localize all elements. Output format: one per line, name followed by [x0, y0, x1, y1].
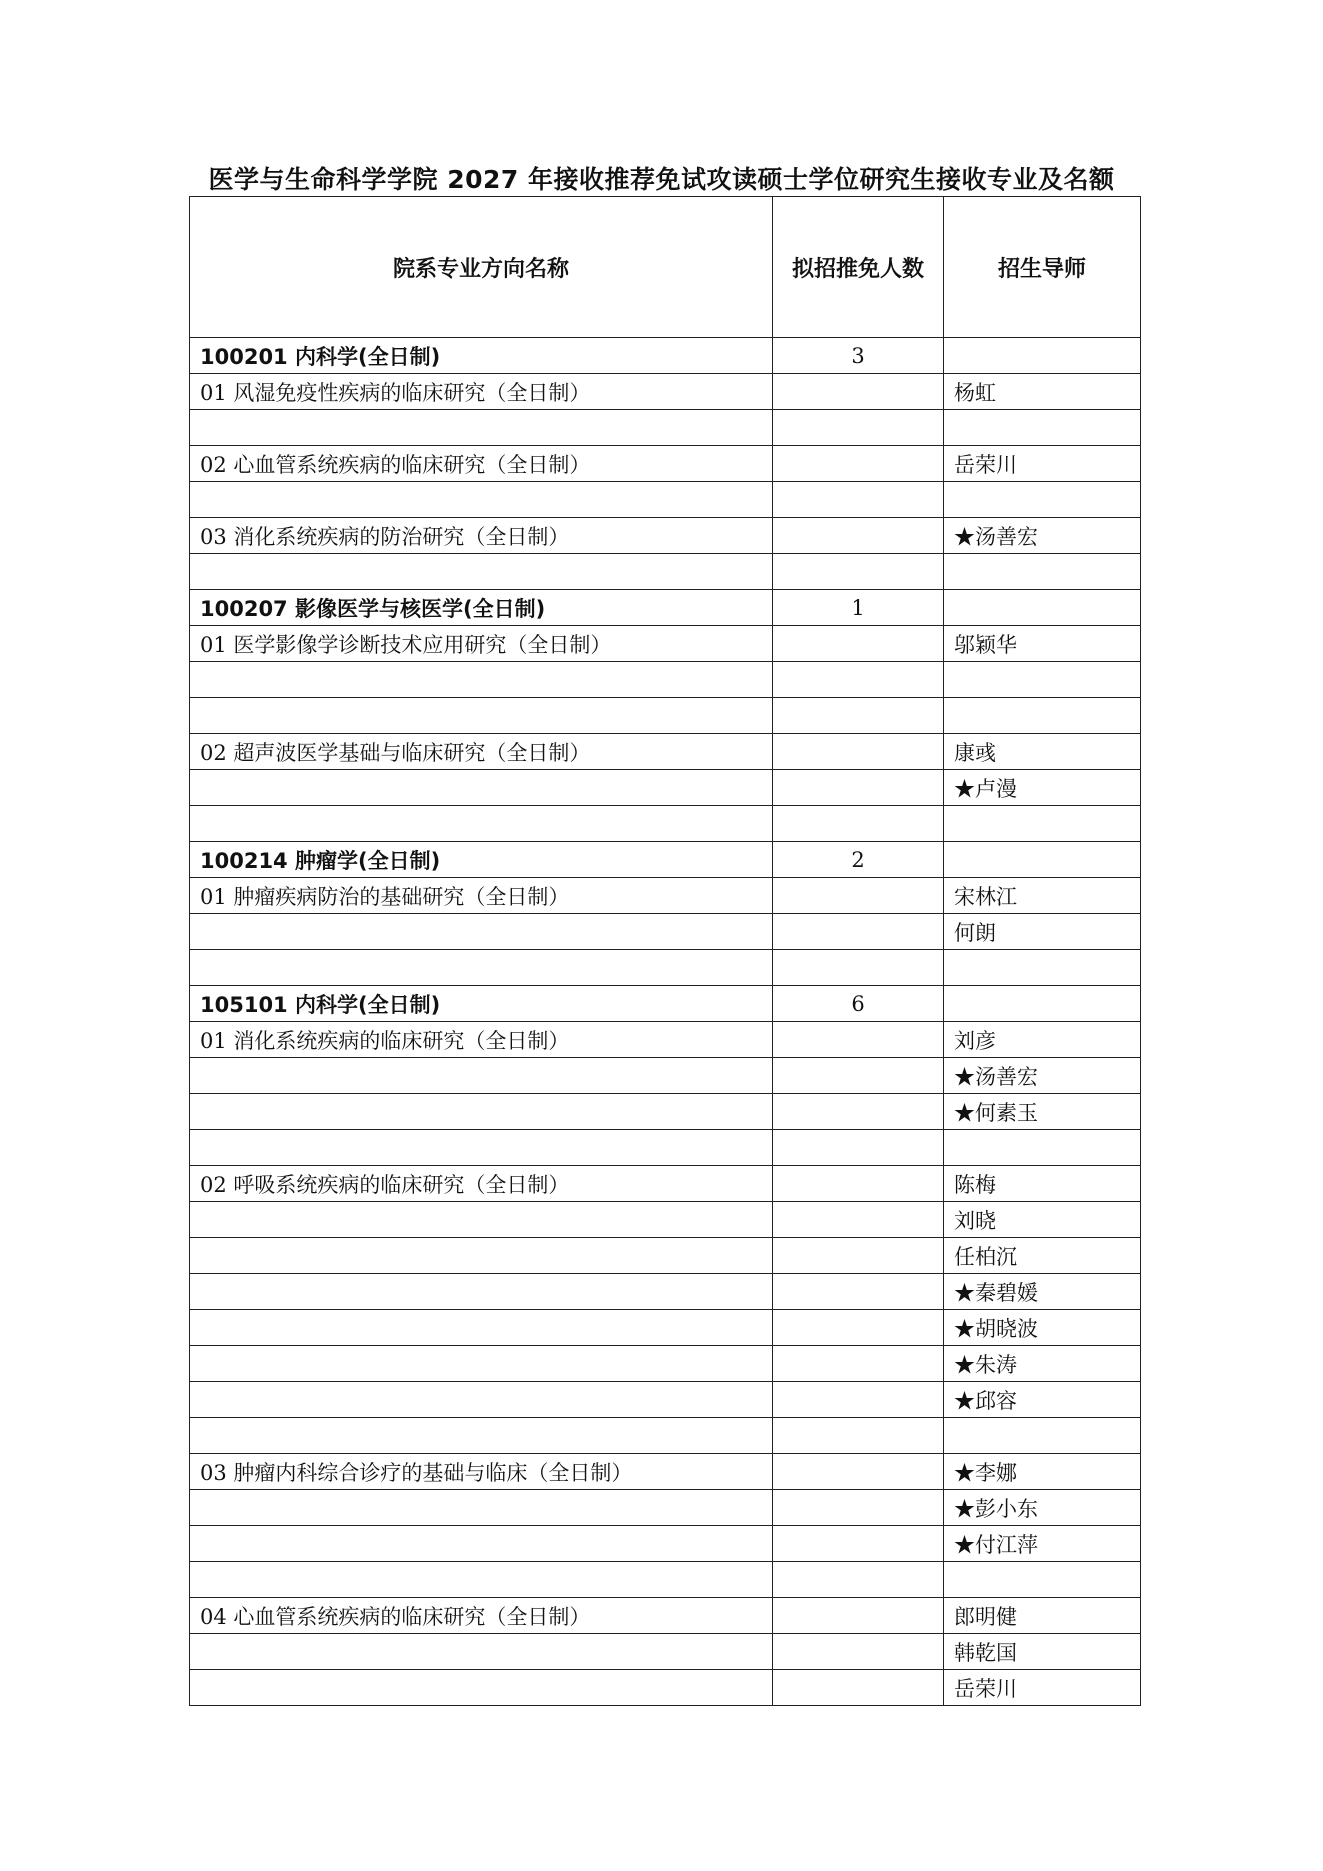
major-row [190, 590, 1141, 626]
quota-count [773, 878, 944, 914]
table-row [190, 1310, 1141, 1346]
quota-count [773, 698, 944, 734]
quota-count [773, 1562, 944, 1598]
supervisor-name [944, 662, 1141, 698]
direction-name [190, 1310, 773, 1346]
quota-count [773, 1166, 944, 1202]
direction-name [190, 806, 773, 842]
table-row [190, 1022, 1141, 1058]
quota-count [773, 1202, 944, 1238]
direction-name [190, 1418, 773, 1454]
direction-name [190, 1094, 773, 1130]
direction-name [190, 1130, 773, 1166]
table-row [190, 662, 1141, 698]
direction-name [190, 1634, 773, 1670]
table-row [190, 1382, 1141, 1418]
direction-name: 02 心血管系统疾病的临床研究（全日制） [190, 446, 773, 482]
direction-name: 01 肿瘤疾病防治的基础研究（全日制） [190, 878, 773, 914]
table-row [190, 1058, 1141, 1094]
direction-name: 100201 内科学(全日制) [190, 338, 773, 374]
major-row [190, 986, 1141, 1022]
major-row [190, 842, 1141, 878]
supervisor-name: 郎明健 [944, 1598, 1141, 1634]
quota-count [773, 446, 944, 482]
table-row [190, 446, 1141, 482]
direction-name: 105101 内科学(全日制) [190, 986, 773, 1022]
table-row [190, 482, 1141, 518]
direction-name: 03 消化系统疾病的防治研究（全日制） [190, 518, 773, 554]
supervisor-name: 刘晓 [944, 1202, 1141, 1238]
supervisor-name: 杨虹 [944, 374, 1141, 410]
direction-name [190, 1346, 773, 1382]
direction-name [190, 1382, 773, 1418]
quota-count [773, 1238, 944, 1274]
supervisor-name [944, 806, 1141, 842]
quota-count [773, 482, 944, 518]
table-row [190, 1490, 1141, 1526]
supervisor-name: ★彭小东 [944, 1490, 1141, 1526]
supervisor-name: ★付江萍 [944, 1526, 1141, 1562]
supervisor-name: 康彧 [944, 734, 1141, 770]
quota-count [773, 662, 944, 698]
direction-name [190, 1526, 773, 1562]
direction-name [190, 1274, 773, 1310]
quota-count [773, 1490, 944, 1526]
header-row [190, 197, 1141, 338]
supervisor-name [944, 842, 1141, 878]
direction-name [190, 770, 773, 806]
supervisor-name: ★汤善宏 [944, 518, 1141, 554]
quota-count: 1 [773, 590, 944, 626]
header-name: 院系专业方向名称 [190, 197, 773, 338]
supervisor-name: 刘彦 [944, 1022, 1141, 1058]
supervisor-name: ★何素玉 [944, 1094, 1141, 1130]
direction-name: 02 超声波医学基础与临床研究（全日制） [190, 734, 773, 770]
quota-count [773, 1130, 944, 1166]
supervisor-name: 陈梅 [944, 1166, 1141, 1202]
supervisor-name: 韩乾国 [944, 1634, 1141, 1670]
direction-name [190, 1562, 773, 1598]
direction-name [190, 698, 773, 734]
quota-count [773, 1346, 944, 1382]
supervisor-name: ★秦碧媛 [944, 1274, 1141, 1310]
table-row [190, 914, 1141, 950]
quota-count [773, 1670, 944, 1706]
direction-name [190, 1490, 773, 1526]
header-supervisor: 招生导师 [944, 197, 1141, 338]
direction-name [190, 554, 773, 590]
direction-name: 01 医学影像学诊断技术应用研究（全日制） [190, 626, 773, 662]
table-body [190, 338, 1141, 1706]
table-row [190, 1238, 1141, 1274]
quota-count [773, 1274, 944, 1310]
table-row [190, 770, 1141, 806]
table-row [190, 1418, 1141, 1454]
direction-name: 03 肿瘤内科综合诊疗的基础与临床（全日制） [190, 1454, 773, 1490]
table-row [190, 1454, 1141, 1490]
quota-count [773, 554, 944, 590]
table-row [190, 410, 1141, 446]
quota-count [773, 914, 944, 950]
supervisor-name: ★汤善宏 [944, 1058, 1141, 1094]
direction-name: 04 心血管系统疾病的临床研究（全日制） [190, 1598, 773, 1634]
quota-count [773, 1310, 944, 1346]
direction-name [190, 950, 773, 986]
quota-count [773, 1634, 944, 1670]
supervisor-name [944, 950, 1141, 986]
direction-name [190, 1058, 773, 1094]
supervisor-name [944, 986, 1141, 1022]
supervisor-name [944, 410, 1141, 446]
quota-count: 2 [773, 842, 944, 878]
quota-count: 6 [773, 986, 944, 1022]
table-row [190, 1670, 1141, 1706]
supervisor-name: 何朗 [944, 914, 1141, 950]
supervisor-name [944, 1562, 1141, 1598]
table-row [190, 1202, 1141, 1238]
direction-name [190, 914, 773, 950]
quota-count [773, 734, 944, 770]
supervisor-name: 岳荣川 [944, 446, 1141, 482]
table-row [190, 518, 1141, 554]
supervisor-name: ★李娜 [944, 1454, 1141, 1490]
table-row [190, 1130, 1141, 1166]
page-title: 医学与生命科学学院 2027 年接收推荐免试攻读硕士学位研究生接收专业及名额 [208, 165, 1115, 194]
quota-table [189, 196, 1141, 1706]
supervisor-name: 岳荣川 [944, 1670, 1141, 1706]
quota-count: 3 [773, 338, 944, 374]
table-header [190, 197, 1141, 338]
direction-name [190, 410, 773, 446]
direction-name [190, 1670, 773, 1706]
major-row [190, 338, 1141, 374]
header-quota: 拟招推免人数 [773, 197, 944, 338]
quota-count [773, 770, 944, 806]
quota-count [773, 1526, 944, 1562]
supervisor-name [944, 338, 1141, 374]
table-row [190, 698, 1141, 734]
direction-name: 100207 影像医学与核医学(全日制) [190, 590, 773, 626]
table-row [190, 1526, 1141, 1562]
quota-count [773, 1418, 944, 1454]
supervisor-name: ★朱涛 [944, 1346, 1141, 1382]
supervisor-name: ★胡晓波 [944, 1310, 1141, 1346]
table-row [190, 878, 1141, 914]
table-row [190, 1094, 1141, 1130]
quota-count [773, 1094, 944, 1130]
direction-name [190, 1238, 773, 1274]
table-row [190, 1166, 1141, 1202]
supervisor-name: 邬颖华 [944, 626, 1141, 662]
table-row [190, 1634, 1141, 1670]
supervisor-name [944, 590, 1141, 626]
quota-count [773, 626, 944, 662]
supervisor-name: ★邱容 [944, 1382, 1141, 1418]
supervisor-name [944, 1418, 1141, 1454]
supervisor-name [944, 554, 1141, 590]
table-row [190, 554, 1141, 590]
quota-count [773, 1454, 944, 1490]
quota-count [773, 950, 944, 986]
direction-name [190, 482, 773, 518]
table-row [190, 1598, 1141, 1634]
direction-name [190, 662, 773, 698]
quota-count [773, 806, 944, 842]
quota-count [773, 1598, 944, 1634]
quota-count [773, 1022, 944, 1058]
supervisor-name [944, 482, 1141, 518]
quota-count [773, 1058, 944, 1094]
supervisor-name: 任柏沉 [944, 1238, 1141, 1274]
supervisor-name: ★卢漫 [944, 770, 1141, 806]
table-row [190, 1562, 1141, 1598]
quota-count [773, 1382, 944, 1418]
quota-count [773, 518, 944, 554]
direction-name: 01 消化系统疾病的临床研究（全日制） [190, 1022, 773, 1058]
table-row [190, 950, 1141, 986]
direction-name: 100214 肿瘤学(全日制) [190, 842, 773, 878]
supervisor-name [944, 1130, 1141, 1166]
supervisor-name [944, 698, 1141, 734]
table-row [190, 1346, 1141, 1382]
table-row [190, 1274, 1141, 1310]
table-row [190, 734, 1141, 770]
supervisor-name: 宋林江 [944, 878, 1141, 914]
direction-name: 02 呼吸系统疾病的临床研究（全日制） [190, 1166, 773, 1202]
direction-name [190, 1202, 773, 1238]
table-row [190, 626, 1141, 662]
table-row [190, 374, 1141, 410]
direction-name: 01 风湿免疫性疾病的临床研究（全日制） [190, 374, 773, 410]
quota-count [773, 410, 944, 446]
quota-count [773, 374, 944, 410]
table-row [190, 806, 1141, 842]
